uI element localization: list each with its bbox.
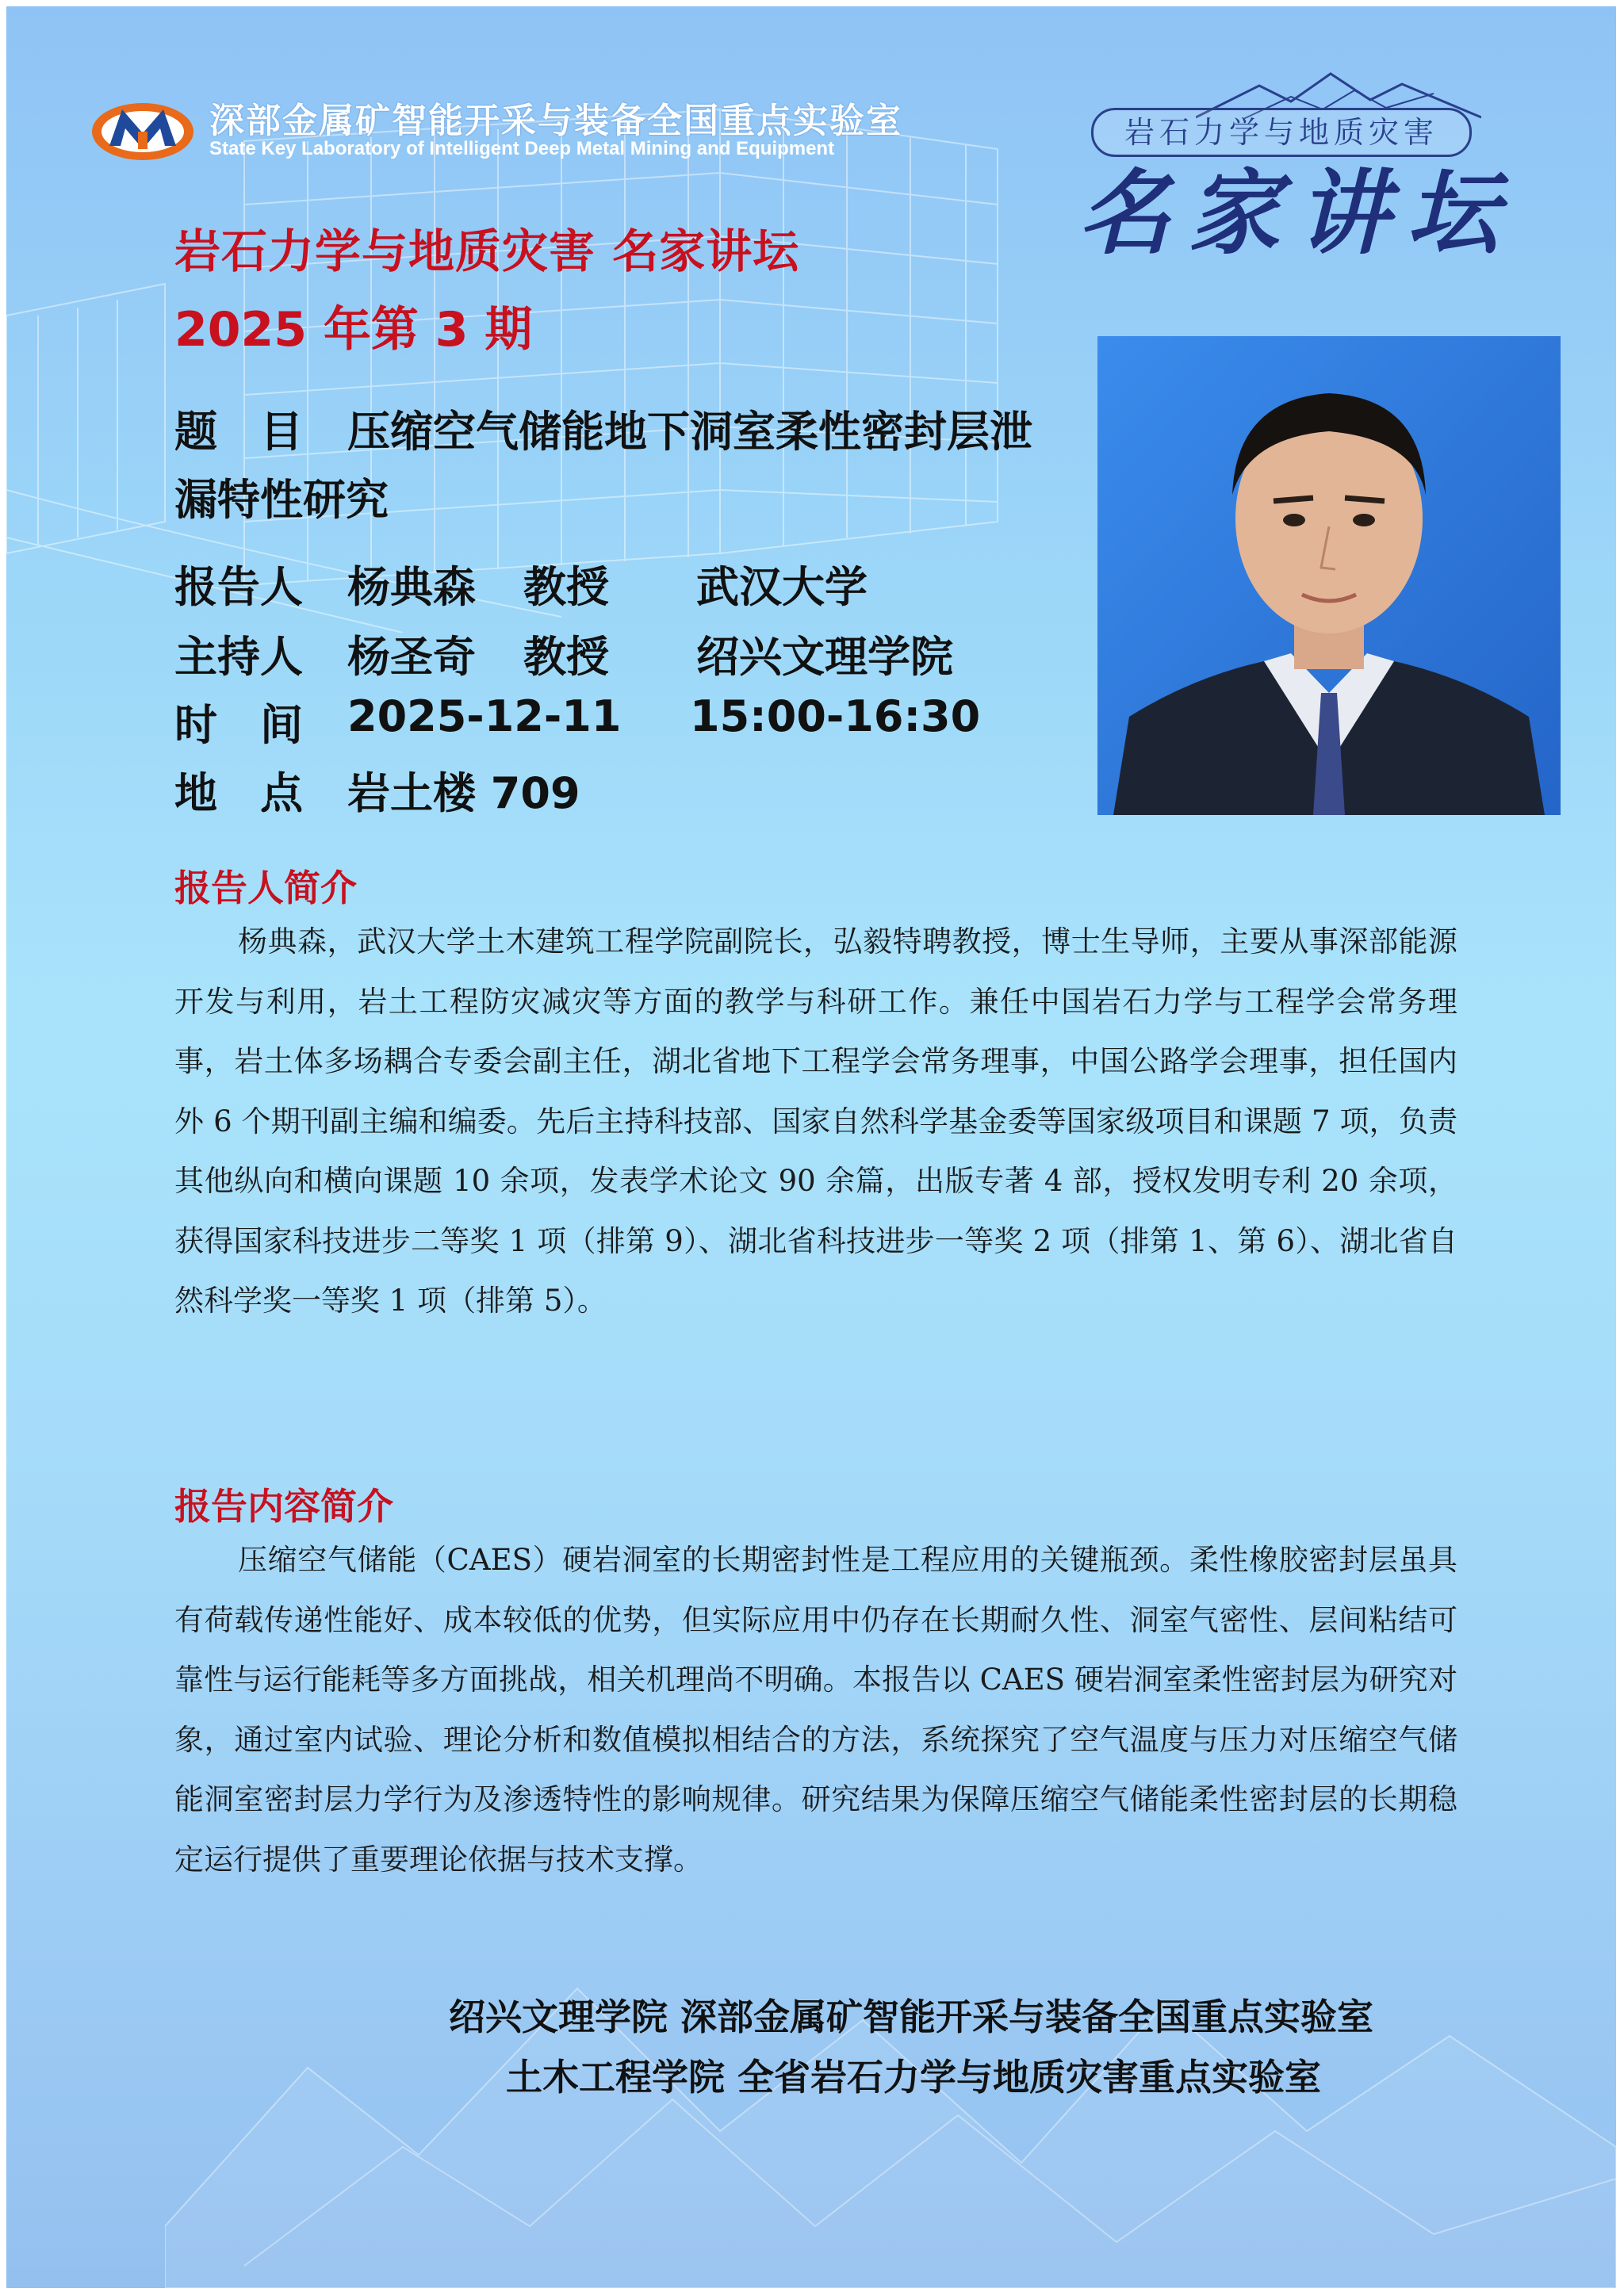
speaker-org: 武汉大学 — [696, 562, 868, 612]
place-label: 地 点 — [174, 768, 303, 818]
bio-text: 杨典森，武汉大学土木建筑工程学院副院长，弘毅特聘教授，博士生导师，主要从事深部能源开发与利用，岩土工程防灾减灾等方面的教学与科研工作。兼任中国岩石力学与工程学会常务理事，岩土体多场耦合专委会副主任，湖北省地下工程学会常务理事，中国公路学会理事，担任国内外 6 个期刊副主编和编委。先后主持科技部、国家自然科学基金委等国家级项目和课题 7 项，负责其他纵向和横向课题 10 余项，发表学术论文 90 余篇，出版专著 4 部，授权发明专利 20 余项，获得国家科技进步二等奖 1 项（排第 9）、湖北省科技进步一等奖 2 项（排第 1、第 6）、湖北省自然科学奖一等奖 1 项（排第 5）。 — [174, 924, 1457, 1318]
forum-title: 名家讲坛 — [1078, 159, 1516, 267]
forum-subtitle: 岩石力学与地质灾害 — [1091, 108, 1472, 157]
speaker-name: 杨典森 — [347, 562, 476, 612]
issue-title: 2025 年第 3 期 — [174, 302, 533, 358]
host-org: 绍兴文理学院 — [696, 632, 953, 682]
host-label: 主持人 — [174, 632, 303, 682]
lab-name-cn: 深部金属矿智能开采与装备全国重点实验室 — [209, 101, 902, 141]
time-label: 时 间 — [174, 700, 303, 750]
speaker-photo — [1097, 336, 1561, 815]
lab-name-en: State Key Laboratory of Intelligent Deep Metal Mining and Equipment — [209, 138, 835, 159]
speaker-label: 报告人 — [174, 562, 303, 612]
topic-line2: 漏特性研究 — [174, 475, 389, 525]
speaker-title: 教授 — [523, 562, 609, 612]
abstract-heading: 报告内容简介 — [174, 1485, 393, 1528]
lab-logo-icon — [89, 94, 197, 163]
series-title: 岩石力学与地质灾害 名家讲坛 — [174, 224, 800, 278]
bio-heading: 报告人简介 — [174, 867, 357, 909]
footer-line-2: 土木工程学院 全省岩石力学与地质灾害重点实验室 — [506, 2056, 1322, 2099]
topic-line1: 压缩空气储能地下洞室柔性密封层泄 — [347, 407, 1032, 457]
event-place: 岩土楼 709 — [347, 768, 580, 818]
topic-label: 题 目 — [174, 407, 303, 457]
host-name: 杨圣奇 — [347, 632, 476, 682]
host-title: 教授 — [523, 632, 609, 682]
poster — [6, 6, 1616, 2288]
event-time: 15:00-16:30 — [690, 691, 981, 741]
footer-line-1: 绍兴文理学院 深部金属矿智能开采与装备全国重点实验室 — [449, 1996, 1374, 2038]
event-date: 2025-12-11 — [347, 691, 622, 741]
abstract-text: 压缩空气储能（CAES）硬岩洞室的长期密封性是工程应用的关键瓶颈。柔性橡胶密封层虽具有荷载传递性能好、成本较低的优势，但实际应用中仍存在长期耐久性、洞室气密性、层间粘结可靠性与运行能耗等多方面挑战，相关机理尚不明确。本报告以 CAES 硬岩洞室柔性密封层为研究对象，通过室内试验、理论分析和数值模拟相结合的方法，系统探究了空气温度与压力对压缩空气储能洞室密封层力学行为及渗透特性的影响规律。研究结果为保障压缩空气储能柔性密封层的长期稳定运行提供了重要理论依据与技术支撑。 — [174, 1543, 1457, 1877]
